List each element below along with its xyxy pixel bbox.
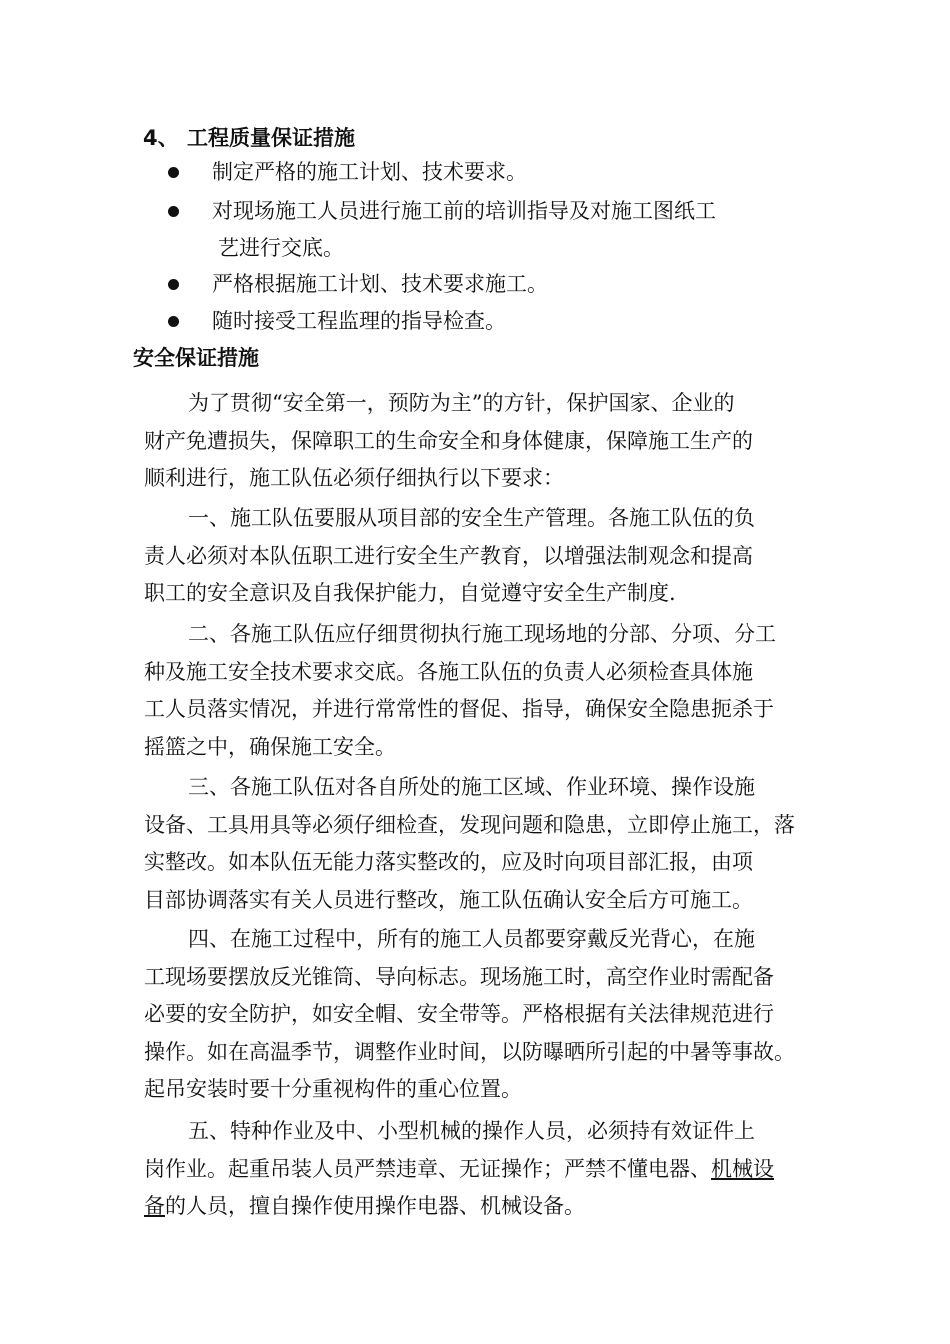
bullet-text-continuation: 艺进行交底。 xyxy=(218,236,344,260)
paragraph-line: 工人员落实情况，并进行常常性的督促、指导，确保安全隐患扼杀于 xyxy=(144,697,774,722)
safety-paragraph-intro xyxy=(144,385,824,498)
bullet-text: 制定严格的施工计划、技术要求。 xyxy=(212,160,527,184)
paragraph-line: 二、各施工队伍应仔细贯彻执行施工现场地的分部、分项、分工 xyxy=(188,622,776,646)
section-4-title: 工程质量保证措施 xyxy=(187,126,355,150)
bullet-icon xyxy=(168,206,179,217)
paragraph-line: 职工的安全意识及自我保护能力，自觉遵守安全生产制度. xyxy=(144,581,676,606)
paragraph-line: 种及施工安全技术要求交底。各施工队伍的负责人必须检查具体施 xyxy=(144,659,753,684)
paragraph-line: 一、施工队伍要服从项目部的安全生产管理。各施工队伍的负 xyxy=(188,506,755,530)
section-4-number: 4、 xyxy=(143,126,179,150)
section-4-heading xyxy=(143,124,355,152)
safety-section-title: 安全保证措施 xyxy=(133,346,259,370)
paragraph-line: 五、特种作业及中、小型机械的操作人员，必须持有效证件上 xyxy=(188,1119,755,1143)
paragraph-line: 实整改。如本队伍无能力落实整改的，应及时向项目部汇报，由项 xyxy=(144,850,753,875)
bullet-text: 对现场施工人员进行施工前的培训指导及对施工图纸工 xyxy=(212,199,716,223)
paragraph-line: 起吊安装时要十分重视构件的重心位置。 xyxy=(144,1077,522,1102)
bullet-text: 随时接受工程监理的指导检查。 xyxy=(212,309,506,333)
paragraph-line-text: 的人员，擅自操作使用操作电器、机械设备。 xyxy=(165,1194,585,1219)
bullet-text: 严格根据施工计划、技术要求施工。 xyxy=(212,272,548,296)
paragraph-line: 操作。如在高温季节，调整作业时间，以防曝晒所引起的中暑等事故。 xyxy=(144,1039,795,1064)
bullet-icon xyxy=(168,167,179,178)
paragraph-line: 设备、工具用具等必须仔细检查，发现问题和隐患，立即停止施工，落 xyxy=(144,812,795,837)
safety-paragraph-5 xyxy=(144,1113,824,1226)
bullet-icon xyxy=(168,316,179,327)
paragraph-line xyxy=(144,1188,824,1226)
paragraph-line: 责人必须对本队伍职工进行安全生产教育，以增强法制观念和提高 xyxy=(144,543,753,568)
paragraph-line xyxy=(144,1151,824,1189)
bullet-icon xyxy=(168,279,179,290)
paragraph-line: 摇篮之中，确保施工安全。 xyxy=(144,734,396,759)
paragraph-line: 顺利进行，施工队伍必须仔细执行以下要求： xyxy=(144,466,564,491)
machinery-link-continued[interactable]: 备 xyxy=(144,1194,165,1219)
machinery-link[interactable]: 机械设 xyxy=(711,1156,774,1181)
safety-paragraph-3 xyxy=(144,769,824,919)
safety-paragraph-4 xyxy=(144,921,824,1109)
safety-paragraph-2 xyxy=(144,616,824,766)
paragraph-line: 三、各施工队伍对各自所处的施工区域、作业环境、操作设施 xyxy=(188,775,755,799)
paragraph-line-text: 岗作业。起重吊装人员严禁违章、无证操作；严禁不懂电器、 xyxy=(144,1156,711,1181)
paragraph-line: 必要的安全防护，如安全帽、安全带等。严格根据有关法律规范进行 xyxy=(144,1002,774,1027)
safety-paragraph-1 xyxy=(144,500,824,613)
paragraph-line: 工现场要摆放反光锥筒、导向标志。现场施工时，高空作业时需配备 xyxy=(144,964,774,989)
paragraph-line: 四、在施工过程中，所有的施工人员都要穿戴反光背心，在施 xyxy=(188,927,755,951)
paragraph-line: 为了贯彻“安全第一，预防为主”的方针，保护国家、企业的 xyxy=(188,391,735,415)
paragraph-line: 目部协调落实有关人员进行整改，施工队伍确认安全后方可施工。 xyxy=(144,887,753,912)
paragraph-line: 财产免遭损失，保障职工的生命安全和身体健康，保障施工生产的 xyxy=(144,428,753,453)
